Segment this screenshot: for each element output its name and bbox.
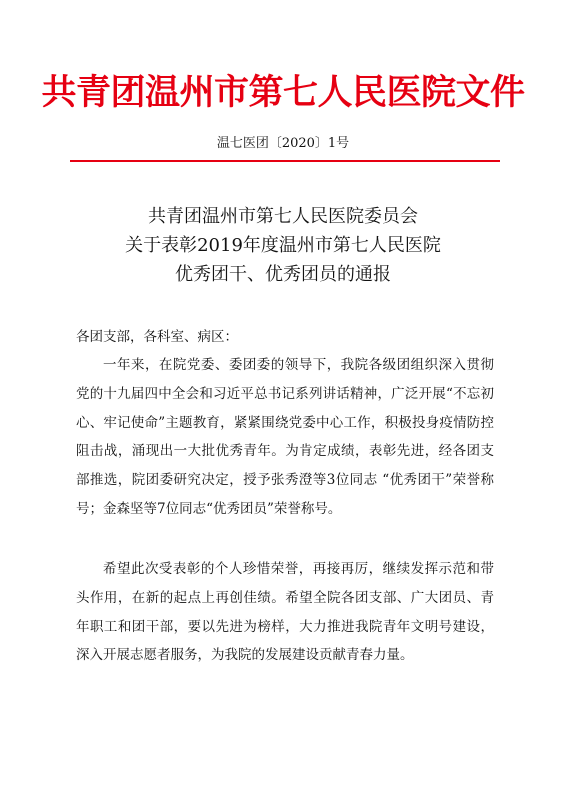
body-paragraph: 希望此次受表彰的个人珍惜荣誉，再接再厉，继续发挥示范和带头作用，在新的起点上再创佳绩。希望全院各团支部、广大团员、青年职工和团干部，要以先进为榜样，大力推进我院青年文明号建设，深入开展志愿者服务，为我院的发展建设贡献青春力量。: [76, 561, 494, 664]
body-paragraph: 一年来，在院党委、委团委的领导下，我院各级团组织深入贯彻党的十九届四中全会和习近平总书记系列讲话精神，广泛开展“不忘初心、牢记使命”主题教育，紧紧围绕党委中心工作，积极投身疫情防控阻击战，涌现出一大批优秀青年。为肯定成绩，表彰先进，经各团支部推选，院团委研究决定，授予张秀澄等3位同志 “优秀团干”荣誉称号；金森坚等7位同志“优秀团员”荣誉称号。: [76, 357, 494, 517]
document-title-line: 关于表彰2019年度温州市第七人民医院: [125, 235, 441, 256]
document-header-title: 共青团温州市第七人民医院文件: [41, 72, 525, 113]
document-title-line: 优秀团干、优秀团员的通报: [175, 264, 391, 285]
document-title-line: 共青团温州市第七人民医院委员会: [148, 206, 418, 227]
document-number: 温七医团〔2020〕1号: [216, 136, 350, 151]
salutation: 各团支部，各科室、病区：: [76, 329, 238, 345]
document-title: [0, 202, 566, 289]
header-divider-rule: [70, 160, 500, 162]
